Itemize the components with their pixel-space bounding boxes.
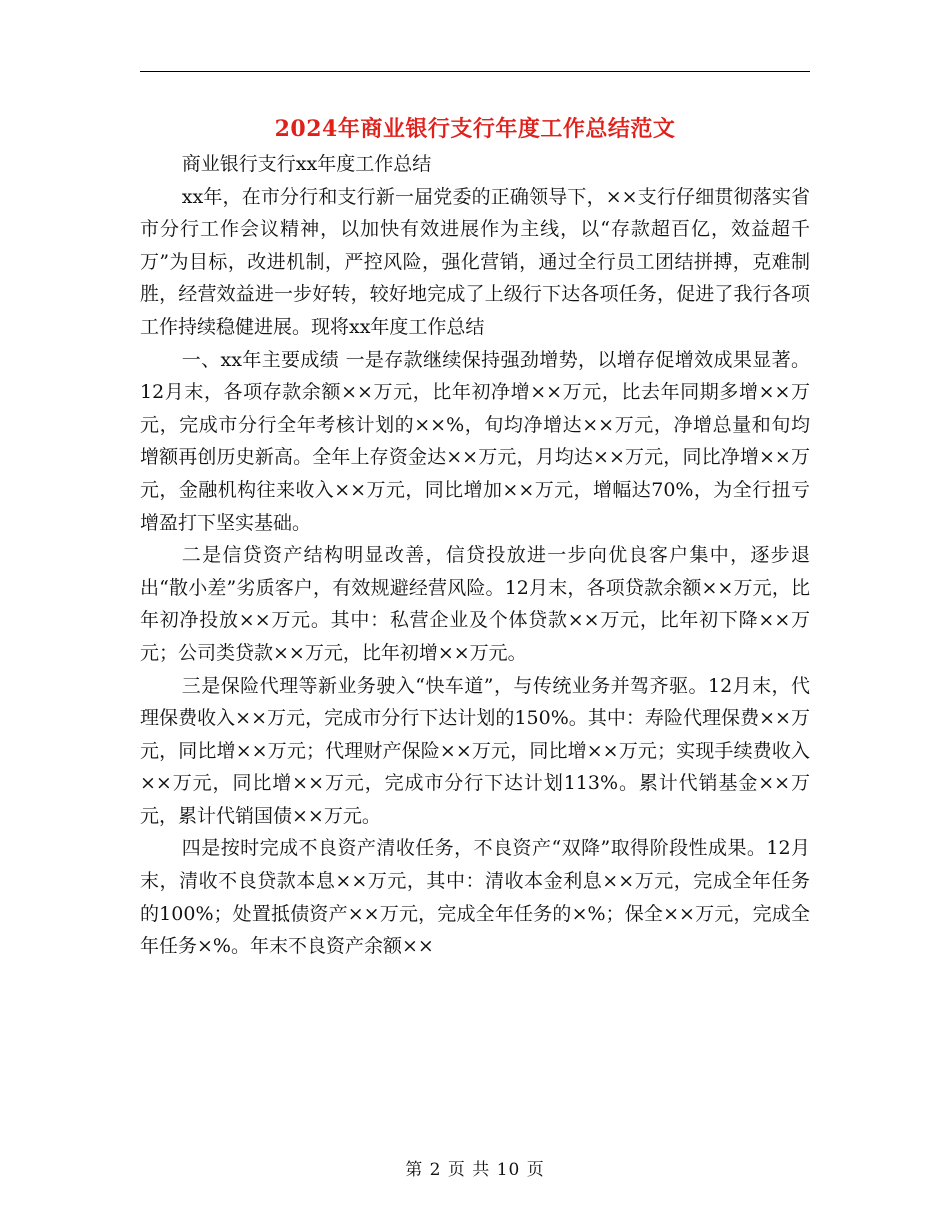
- header-rule: [140, 71, 810, 72]
- document-title: 2024年商业银行支行年度工作总结范文: [274, 116, 676, 142]
- paragraph-intro: xx年，在市分行和支行新一届党委的正确领导下，××支行仔细贯彻落实省市分行工作会议精神，以加快有效进展作为主线，以“存款超百亿，效益超千万”为目标，改进机制，严控风险，强化营销，通过全行员工团结拼搏，克难制胜，经营效益进一步好转，较好地完成了上级行下达各项任务，促进了我行各项工作持续稳健进展。现将xx年度工作总结: [140, 185, 810, 338]
- paragraph-deposits: 一、xx年主要成绩 一是存款继续保持强劲增势，以增存促增效成果显著。12月末，各项存款余额××万元，比年初净增××万元，比去年同期多增××万元，完成市分行全年考核计划的××%，旬均净增达××万元，净增总量和旬均增额再创历史新高。全年上存资金达××万元，月均达××万元，同比净增××万元，金融机构往来收入××万元，同比增加××万元，增幅达70%，为全行扭亏增盈打下坚实基础。: [140, 348, 810, 534]
- document-body: [140, 148, 810, 963]
- page-number: 第 2 页 共 10 页: [405, 1160, 545, 1180]
- paragraph-credit: 二是信贷资产结构明显改善，信贷投放进一步向优良客户集中，逐步退出“散小差”劣质客户，有效规避经营风险。12月末，各项贷款余额××万元，比年初净投放××万元。其中：私营企业及个体贷款××万元，比年初下降××万元；公司类贷款××万元，比年初增××万元。: [140, 544, 810, 664]
- paragraph-insurance: 三是保险代理等新业务驶入“快车道”，与传统业务并驾齐驱。12月末，代理保费收入××万元，完成市分行下达计划的150%。其中：寿险代理保费××万元，同比增××万元；代理财产保险××万元，同比增××万元；实现手续费收入××万元，同比增××万元，完成市分行下达计划113%。累计代销基金××万元，累计代销国债××万元。: [140, 674, 810, 827]
- paragraph-subtitle: 商业银行支行xx年度工作总结: [181, 153, 432, 175]
- paragraph-nonperforming: 四是按时完成不良资产清收任务，不良资产“双降”取得阶段性成果。12月末，清收不良贷款本息××万元，其中：清收本金利息××万元，完成全年任务的100%；处置抵债资产××万元，完成全年任务的×%；保全××万元，完成全年任务×%。年末不良资产余额××: [140, 837, 810, 958]
